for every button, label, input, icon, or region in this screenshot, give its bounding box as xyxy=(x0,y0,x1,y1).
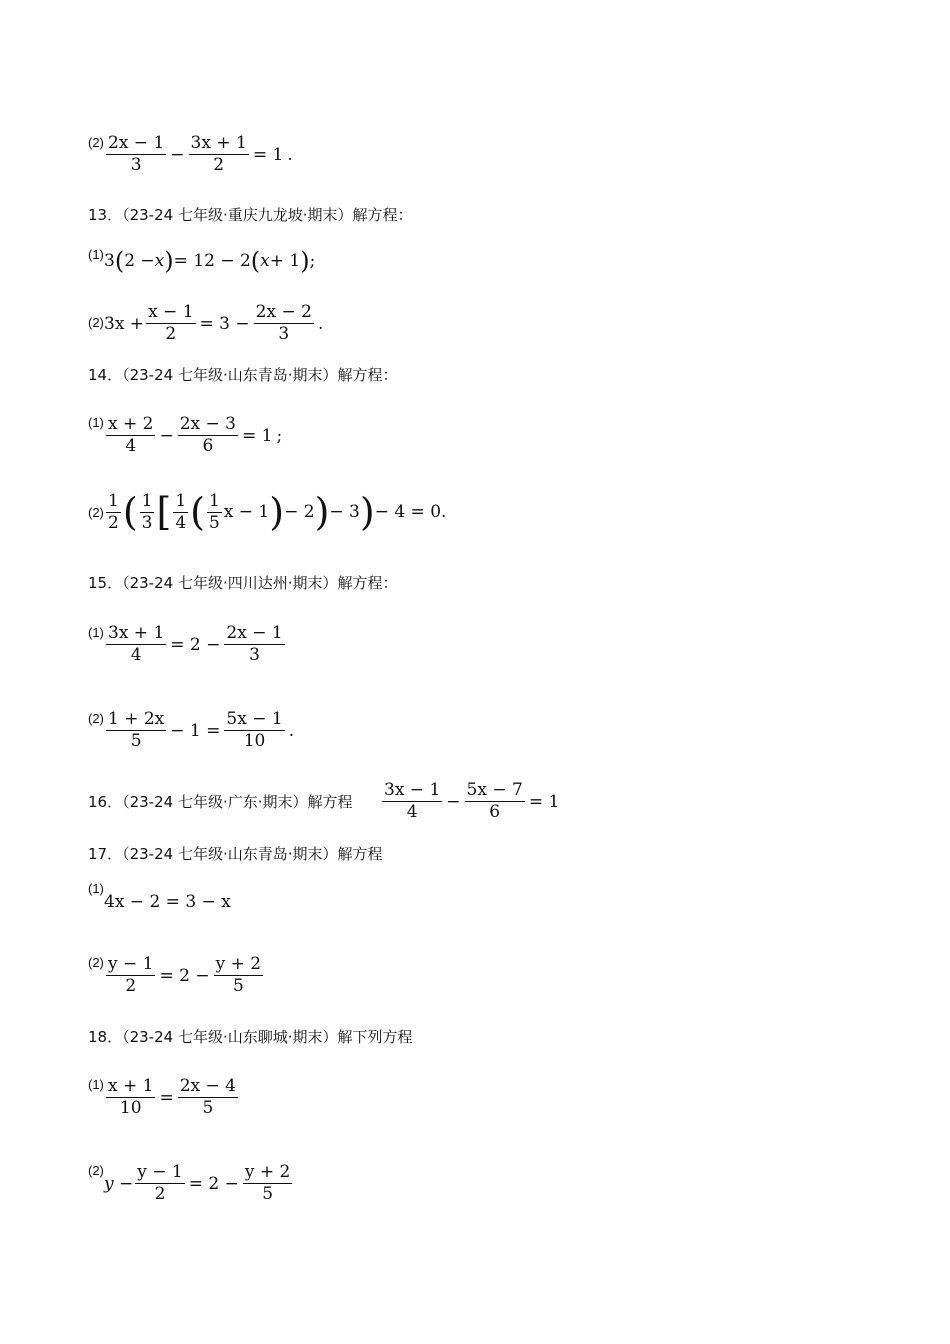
equation: $\frac{3x - 1}{4}$ − $\frac{5x - 7}{6}$ = 1 xyxy=(384,780,560,822)
equation: y − $\frac{y - 1}{2}$ = 2 − $\frac{y + 2}{5}$ xyxy=(104,1162,291,1204)
part-label: (1) xyxy=(88,247,104,262)
part-label: (2) xyxy=(88,315,104,330)
part-label: (2) xyxy=(88,1163,104,1178)
question-15-header: 15．（23-24 七年级·四川达州·期末）解方程： xyxy=(88,574,398,592)
part-label: (1) xyxy=(88,1077,104,1092)
equation: $\frac{x + 2}{4}$ − $\frac{2x - 3}{6}$ = 1 ; xyxy=(108,414,283,456)
part-label: (2) xyxy=(88,135,104,150)
equation: 3(2 −x)= 12 − 2(x+ 1); xyxy=(104,246,316,275)
equation: $\frac{1 + 2x}{5}$ − 1 = $\frac{5x - 1}{10}$ . xyxy=(108,709,295,751)
part-label: (2) xyxy=(88,505,104,520)
part-label: (1) xyxy=(88,881,104,896)
equation: $\frac{x + 1}{10}$ = $\frac{2x - 4}{5}$ xyxy=(108,1076,236,1118)
equation: $\frac{2x - 1}{3}$ − $\frac{3x + 1}{2}$ = 1 . xyxy=(108,133,293,175)
part-label: (1) xyxy=(88,415,104,430)
equation: $\frac{1}{2}$ ( $\frac{1}{3}$ [ $\frac{1}{4}$ ( $\frac{1}{5}$ x − 1)− 2)− 3)− 4 = 0. xyxy=(108,490,447,534)
part-label: (2) xyxy=(88,711,104,726)
question-16-header: 16．（23-24 七年级·广东·期末）解方程 xyxy=(88,793,353,811)
question-14-header: 14．（23-24 七年级·山东青岛·期末）解方程： xyxy=(88,366,398,384)
part-label: (2) xyxy=(88,955,104,970)
equation: 3x + $\frac{x - 1}{2}$ = 3 − $\frac{2x - 2}{3}$ . xyxy=(104,302,324,344)
equation: $\frac{y - 1}{2}$ = 2 − $\frac{y + 2}{5}$ xyxy=(108,954,262,996)
question-18-header: 18．（23-24 七年级·山东聊城·期末）解下列方程 xyxy=(88,1028,413,1046)
part-label: (1) xyxy=(88,625,104,640)
question-17-header: 17．（23-24 七年级·山东青岛·期末）解方程 xyxy=(88,845,383,863)
question-13-header: 13．（23-24 七年级·重庆九龙坡·期末）解方程： xyxy=(88,206,413,224)
equation: $\frac{3x + 1}{4}$ = 2 − $\frac{2x - 1}{3}$ xyxy=(108,623,283,665)
equation: 4x − 2 = 3 − x xyxy=(104,891,231,912)
